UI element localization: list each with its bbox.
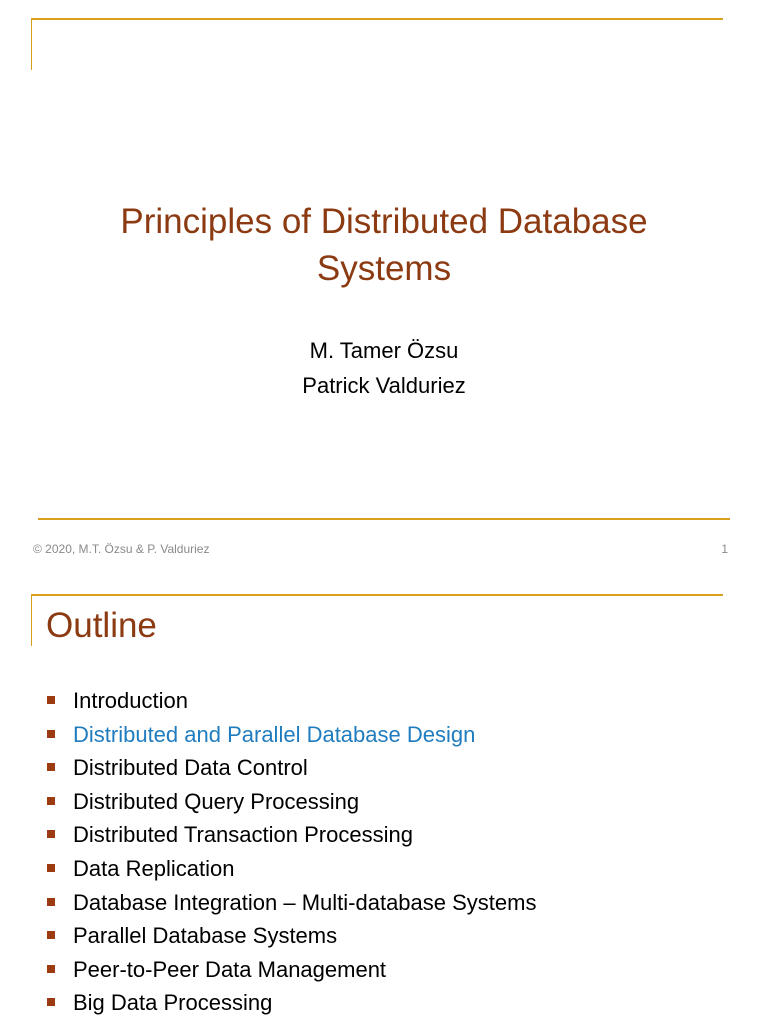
page-number: 1	[721, 542, 728, 556]
slide-title	[0, 198, 768, 292]
outline-item-label: Distributed Data Control	[73, 755, 308, 781]
outline-item-data-control	[46, 751, 536, 785]
square-bullet-icon	[47, 898, 55, 906]
square-bullet-icon	[47, 931, 55, 939]
slide-1-top-rule	[31, 18, 723, 20]
outline-item-query-processing	[46, 785, 536, 819]
outline-item-replication	[46, 852, 536, 886]
square-bullet-icon	[47, 730, 55, 738]
slide-2	[0, 580, 768, 1024]
footer-rule	[38, 518, 730, 520]
outline-item-introduction	[46, 684, 536, 718]
author-2: Patrick Valduriez	[302, 373, 466, 398]
title-line-1: Principles of Distributed Database	[120, 202, 648, 241]
slide-1-left-rule	[31, 18, 32, 70]
outline-item-label: Distributed Transaction Processing	[73, 822, 413, 848]
outline-item-transaction-processing	[46, 818, 536, 852]
outline-item-label: Distributed and Parallel Database Design	[73, 721, 476, 747]
outline-item-parallel	[46, 919, 536, 953]
square-bullet-icon	[47, 797, 55, 805]
outline-item-label: Distributed Query Processing	[73, 788, 360, 814]
slide-2-left-rule	[31, 594, 32, 646]
square-bullet-icon	[47, 830, 55, 838]
slide-2-top-rule	[31, 594, 723, 596]
author-1: M. Tamer Özsu	[309, 338, 459, 363]
outline-item-label: Database Integration – Multi-database Systems	[73, 889, 537, 915]
square-bullet-icon	[47, 998, 55, 1006]
outline-item-label: Introduction	[73, 688, 188, 713]
outline-item-label: Parallel Database Systems	[73, 923, 338, 949]
authors	[0, 333, 768, 403]
outline-item-big-data	[46, 986, 536, 1020]
outline-item-integration	[46, 886, 536, 920]
outline-item-label: Peer-to-Peer Data Management	[73, 956, 387, 982]
copyright-text: © 2020, M.T. Özsu & P. Valduriez	[33, 542, 210, 556]
outline-item-p2p	[46, 953, 536, 987]
square-bullet-icon	[47, 763, 55, 771]
square-bullet-icon	[47, 864, 55, 872]
outline-item-label: Data Replication	[73, 855, 235, 881]
title-line-2: Systems	[316, 249, 452, 288]
outline-title: Outline	[46, 606, 157, 645]
square-bullet-icon	[47, 696, 55, 704]
square-bullet-icon	[47, 965, 55, 973]
outline-item-design	[46, 718, 536, 752]
outline-list	[46, 684, 536, 1020]
outline-item-label: Big Data Processing	[73, 990, 273, 1016]
